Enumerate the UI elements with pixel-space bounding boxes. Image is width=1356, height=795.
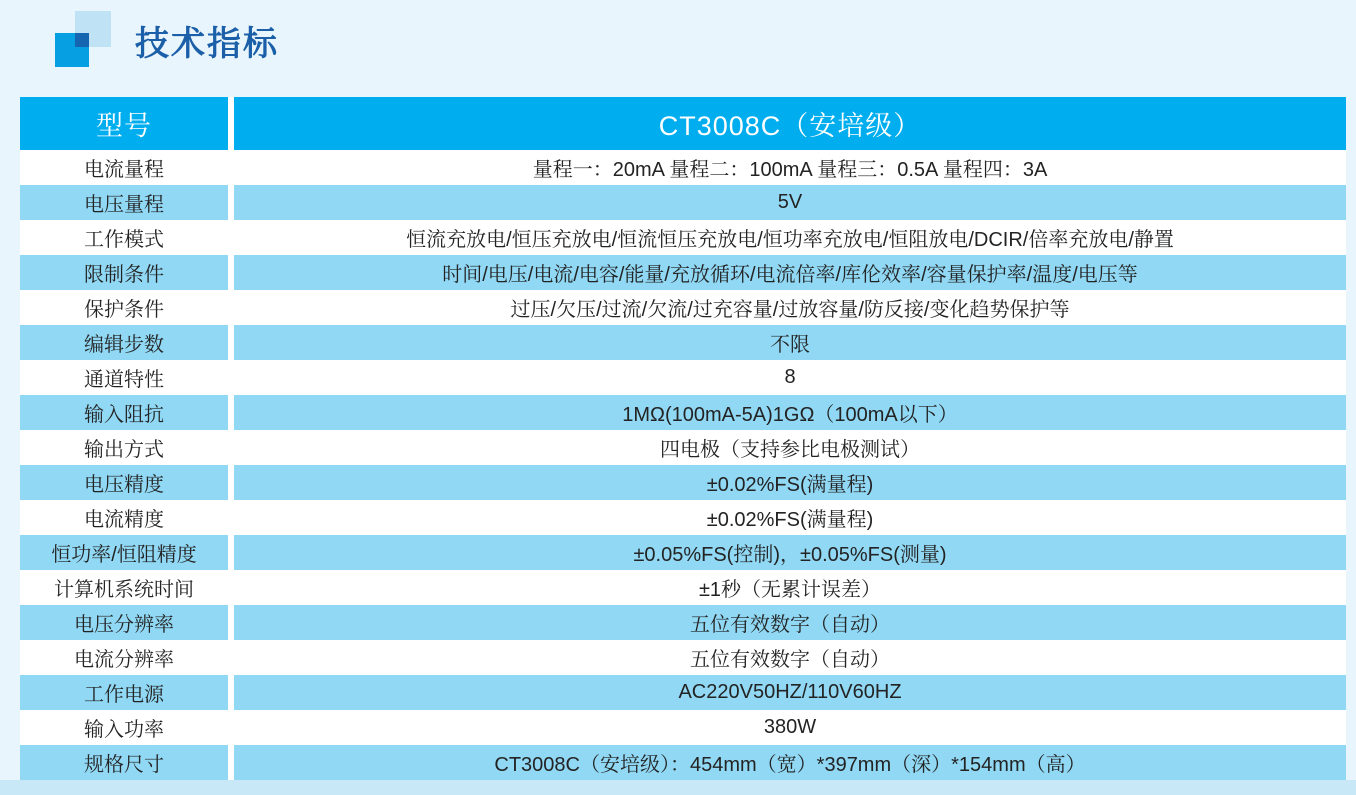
- table-body: [20, 150, 1346, 780]
- table-row: [20, 710, 1346, 745]
- row-label: 通道特性: [20, 360, 228, 395]
- table-row: [20, 150, 1346, 185]
- row-value: 时间/电压/电流/电容/能量/充放循环/电流倍率/库伦效率/容量保护率/温度/电压等: [234, 255, 1346, 290]
- row-value: ±0.02%FS(满量程): [234, 465, 1346, 500]
- table-row: [20, 360, 1346, 395]
- row-value: CT3008C（安培级）：454mm（宽）*397mm（深）*154mm（高）: [234, 745, 1346, 780]
- row-label: 电流精度: [20, 500, 228, 535]
- row-value: 量程一：20mA 量程二：100mA 量程三：0.5A 量程四：3A: [234, 150, 1346, 185]
- table-row: [20, 430, 1346, 465]
- table-row: [20, 290, 1346, 325]
- table-row: [20, 255, 1346, 290]
- row-label: 输入功率: [20, 710, 228, 745]
- table-row: [20, 675, 1346, 710]
- row-label: 电流量程: [20, 150, 228, 185]
- row-label: 电压量程: [20, 185, 228, 220]
- row-label: 编辑步数: [20, 325, 228, 360]
- row-label: 电流分辨率: [20, 640, 228, 675]
- row-label: 输入阻抗: [20, 395, 228, 430]
- table-row: [20, 220, 1346, 255]
- table-row: [20, 395, 1346, 430]
- footer-strip: [0, 780, 1356, 795]
- table-row: [20, 640, 1346, 675]
- table-row: [20, 570, 1346, 605]
- row-value: 380W: [234, 710, 1346, 745]
- table-header-row: [20, 97, 1346, 150]
- page-title: 技术指标: [135, 24, 279, 63]
- row-value: 四电极（支持参比电极测试）: [234, 430, 1346, 465]
- row-value: 不限: [234, 325, 1346, 360]
- row-value: 五位有效数字（自动）: [234, 605, 1346, 640]
- row-value: 恒流充放电/恒压充放电/恒流恒压充放电/恒功率充放电/恒阻放电/DCIR/倍率充放电/静置: [234, 220, 1346, 255]
- table-row: [20, 605, 1346, 640]
- row-value: ±0.05%FS(控制)，±0.05%FS(测量): [234, 535, 1346, 570]
- row-value: 1MΩ(100mA-5A)1GΩ（100mA以下）: [234, 395, 1346, 430]
- row-label: 输出方式: [20, 430, 228, 465]
- row-value: 8: [234, 360, 1346, 395]
- table-row: [20, 745, 1346, 780]
- overlapping-squares-icon: [55, 8, 113, 72]
- table-row: [20, 185, 1346, 220]
- table-row: [20, 500, 1346, 535]
- table-row: [20, 535, 1346, 570]
- icon-square-dark: [75, 33, 89, 47]
- title-bar: [55, 5, 279, 75]
- row-label: 保护条件: [20, 290, 228, 325]
- row-value: 五位有效数字（自动）: [234, 640, 1346, 675]
- row-label: 工作电源: [20, 675, 228, 710]
- row-value: 过压/欠压/过流/欠流/过充容量/过放容量/防反接/变化趋势保护等: [234, 290, 1346, 325]
- row-value: ±0.02%FS(满量程): [234, 500, 1346, 535]
- row-value: ±1秒（无累计误差）: [234, 570, 1346, 605]
- header-model-label: 型号: [20, 97, 228, 150]
- row-label: 恒功率/恒阻精度: [20, 535, 228, 570]
- spec-table: [20, 97, 1346, 780]
- row-label: 规格尺寸: [20, 745, 228, 780]
- row-label: 电压分辨率: [20, 605, 228, 640]
- row-label: 工作模式: [20, 220, 228, 255]
- row-label: 计算机系统时间: [20, 570, 228, 605]
- row-label: 电压精度: [20, 465, 228, 500]
- row-value: 5V: [234, 185, 1346, 220]
- header-model-value: CT3008C（安培级）: [234, 97, 1346, 150]
- table-row: [20, 325, 1346, 360]
- row-label: 限制条件: [20, 255, 228, 290]
- table-row: [20, 465, 1346, 500]
- row-value: AC220V50HZ/110V60HZ: [234, 675, 1346, 710]
